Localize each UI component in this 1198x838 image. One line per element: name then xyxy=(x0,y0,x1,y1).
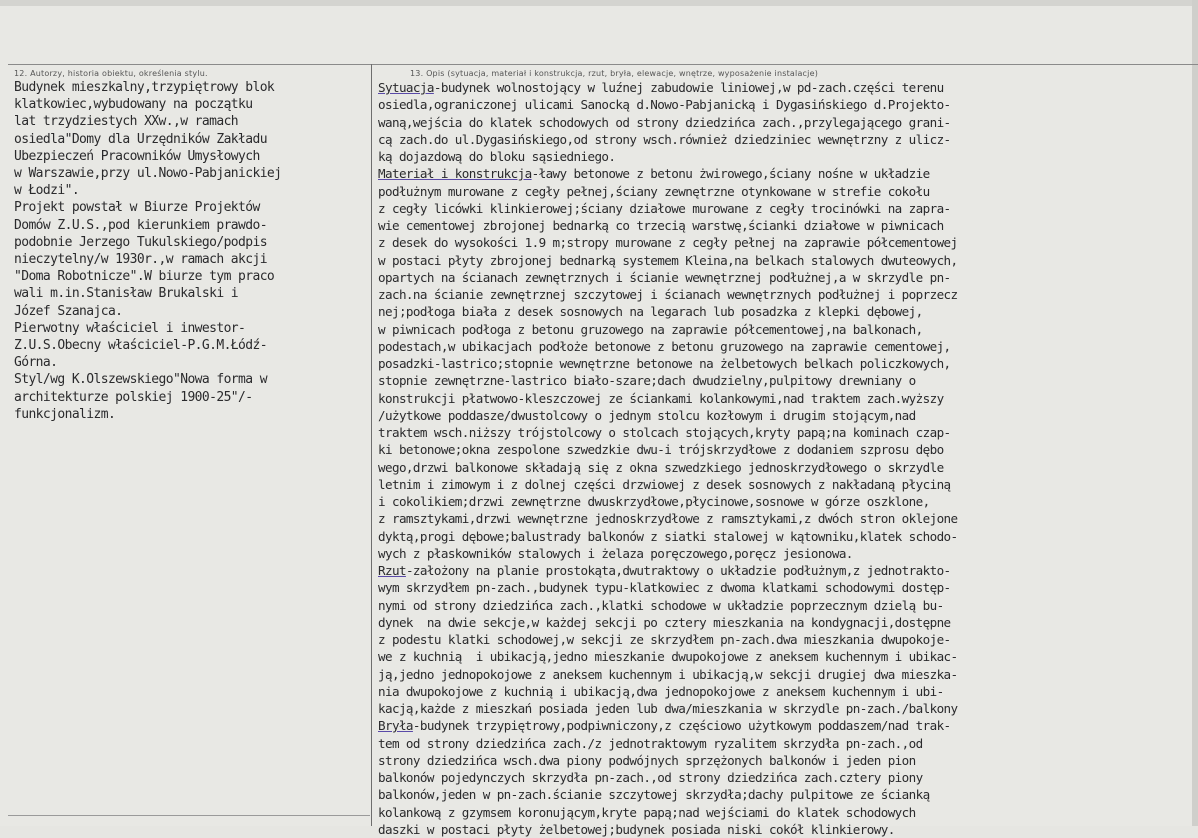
text-line-content: wie cementowej zbrojonej bednarką co trzecią warstwę,ścianki działowe w piwnicach xyxy=(378,218,944,233)
text-line: klatkowiec,wybudowany na początku xyxy=(14,97,253,113)
text-line-content: posadzki-lastrico;stopnie wewnętrzne betonowe na żelbetowych belkach policzkowych, xyxy=(378,356,951,371)
text-line-content: z cegły licówki klinkierowej;ściany działowe murowane z cegły trocinówki na zapra- xyxy=(378,200,951,216)
text-line xyxy=(378,372,958,389)
text-line xyxy=(378,476,958,493)
text-line xyxy=(378,804,958,821)
text-line-content: osiedla,ograniczonej ulicami Sanocką d.Nowo-Pabjanicką i Dygasińskiego d.Projekto- xyxy=(378,97,951,113)
text-line-content: podestach,w ubikacjach podłoże betonowe z betonu gruzowego na zaprawie cementowej, xyxy=(378,338,951,354)
text-line xyxy=(378,545,958,562)
paper-edge-right xyxy=(1192,0,1198,826)
text-line xyxy=(378,648,958,665)
text-line xyxy=(378,79,958,96)
field-label-description: 13. Opis (sytuacja, materiał i konstrukcja, rzut, bryła, elewacje, wnętrze, wyposażenie instalacje) xyxy=(410,69,819,78)
section-heading-material: Materiał i konstrukcja xyxy=(378,166,532,182)
paper-edge-top xyxy=(0,0,1198,6)
text-line-content: letnim i zimowym i z dolnej części drzwiowej z desek sosnowych z nakładaną płyciną xyxy=(378,476,951,492)
text-line-content: z desek do wysokości 1.9 m;stropy murowane z cegły pełnej na zaprawie półcementowej xyxy=(378,235,958,251)
text-line-content: ją,jedno jednopokojowe z aneksem kuchennym i ubikacją,w sekcji drugiej dwa mieszka- xyxy=(378,666,958,682)
text-line: podobnie Jerzego Tukulskiego/podpis xyxy=(14,234,267,250)
text-line-content: nymi od strony dziedzińca zach.,klatki schodowe w układzie poprzecznym dzielą bu- xyxy=(378,597,944,613)
text-line: Ubezpieczeń Pracowników Umysłowych xyxy=(14,148,260,164)
text-line: Z.U.S.Obecny właściciel-P.G.M.Łódź- xyxy=(14,338,267,354)
text-line-content: /użytkowe poddasze/dwustolcowy o jednym stolcu kozłowym i drugim stojącym,nad xyxy=(378,407,916,423)
text-line xyxy=(378,562,958,579)
text-line: Projekt powstał w Biurze Projektów xyxy=(14,200,260,216)
text-line-content: zach.na ścianie zewnętrznej szczytowej i ścianach wewnętrznych podłużnej i poprzecz xyxy=(378,287,958,302)
text-line xyxy=(378,735,958,752)
text-line-content: dynek na dwie sekcje,w każdej sekcji po cztery mieszkania na kondygnacji,dostępne xyxy=(378,614,951,630)
text-line-content: podłużnym murowane z cegły pełnej,ściany zewnętrzne otynkowane w strefie cokołu xyxy=(378,183,930,199)
text-line: wali m.in.Stanisław Brukalski i xyxy=(14,286,239,302)
text-line: Budynek mieszkalny,trzypiętrowy blok xyxy=(14,80,275,95)
text-line xyxy=(378,631,958,648)
description-text xyxy=(378,79,958,838)
text-line xyxy=(378,200,958,217)
text-line-content: balkonów pojedynczych skrzydła pn-zach.,od strony dziedzińca zach.cztery piony xyxy=(378,770,923,785)
text-line xyxy=(378,355,958,372)
text-line xyxy=(378,786,958,803)
text-line-content: ką dojazdową do bloku sąsiedniego. xyxy=(378,149,616,164)
text-line-content: cą zach.do ul.Dygasińskiego,od strony wsch.również dziedziniec wewnętrzny z ulicz- xyxy=(378,131,951,147)
text-line xyxy=(378,666,958,683)
text-line: Górna. xyxy=(14,355,58,371)
text-line xyxy=(378,217,958,234)
text-line xyxy=(378,131,958,148)
text-line xyxy=(378,321,958,338)
text-line: lat trzydziestych XXw.,w ramach xyxy=(14,114,239,130)
text-line xyxy=(378,683,958,700)
text-line xyxy=(378,252,958,269)
text-line-content: z ramsztykami,drzwi wewnętrzne jednoskrzydłowe z ramsztykami,z dwóch stron oklejone xyxy=(378,511,958,527)
text-line-content: ki betonowe;okna zespolone szwedzkie dwu-i trójskrzydłowe z dodaniem szprosu dębo xyxy=(378,442,944,458)
text-line-content: -budynek trzypiętrowy,podpiwniczony,z częściowo użytkowym poddaszem/nad trak- xyxy=(412,718,951,734)
text-line: Pierwotny właściciel i inwestor- xyxy=(14,320,246,336)
text-line xyxy=(378,114,958,131)
text-line xyxy=(378,390,958,407)
text-line-content: wego,drzwi balkonowe składają się z okna szwedzkiego jednoskrzydłowego o skrzydle xyxy=(378,459,944,475)
text-line xyxy=(378,493,958,510)
text-line xyxy=(378,821,958,838)
text-line-content: -założony na planie prostokąta,dwutraktowy o układzie podłużnym,z jednotrakto- xyxy=(405,563,951,578)
text-line-content: strony dziedzińca wsch.dwa piony podwójnych sprzężonych balkonów i jeden pion xyxy=(378,752,916,768)
section-heading-rzut: Rzut xyxy=(378,563,406,578)
text-line-content: stopnie zewnętrzne-lastrico biało-szare;dach dwudzielny,pulpitowy drewniany o xyxy=(378,373,916,389)
text-line xyxy=(378,614,958,631)
text-line: architekturze polskiej 1900-25"/- xyxy=(14,389,253,405)
text-line xyxy=(378,148,958,165)
field-label-authors-history: 12. Autorzy, historia obiektu, określenia stylu. xyxy=(14,69,208,78)
text-line-content: opartych na ścianach zewnętrznych i ścianie wewnętrznej podłużnej,a w skrzydle pn- xyxy=(378,269,951,285)
text-line: funkcjonalizm. xyxy=(14,406,116,422)
text-line-content: w piwnicach podłoga z betonu gruzowego na zaprawie półcementowej,na balkonach, xyxy=(378,321,923,337)
form-header-rule xyxy=(8,64,1198,65)
text-line: Domów Z.U.S.,pod kierunkiem prawdo- xyxy=(14,217,267,233)
section-heading-bryla: Bryła xyxy=(378,718,413,734)
text-line xyxy=(378,303,958,320)
text-line xyxy=(378,269,958,286)
text-line xyxy=(378,165,958,182)
text-line-content: i cokolikiem;drzwi zewnętrzne dwuskrzydłowe,płycinowe,sosnowe w górze oszklone, xyxy=(378,494,930,509)
text-line: Józef Szanajca. xyxy=(14,303,123,319)
text-line-content: we z kuchnią i ubikacją,jedno mieszkanie dwupokojowe z aneksem kuchennym i ubikac- xyxy=(378,649,958,665)
text-line xyxy=(378,700,958,717)
text-line-content: w postaci płyty zbrojonej bednarką systemem Kleina,na belkach stalowych dwuteowych, xyxy=(378,252,958,268)
text-line xyxy=(378,407,958,424)
text-line-content: traktem wsch.niższy trójstolcowy o stolcach stojących,kryty papą;na kominach czap- xyxy=(378,425,951,440)
text-line-content: -ławy betonowe z betonu żwirowego,ściany nośne w układzie xyxy=(531,166,930,182)
column-divider xyxy=(371,64,372,826)
text-line-content: balkonów,jeden w pn-zach.ścianie szczytowej skrzydła;dachy pulpitowe ze ścianką xyxy=(378,787,930,803)
text-line xyxy=(378,234,958,251)
form-bottom-rule xyxy=(8,815,370,816)
text-line xyxy=(378,459,958,476)
text-line-content: z podestu klatki schodowej,w sekcji ze skrzydłem pn-zach.dwa mieszkania dwupokoje- xyxy=(378,632,951,647)
text-line-content: -budynek wolnostojący w luźnej zabudowie liniowej,w pd-zach.części terenu xyxy=(433,80,944,95)
text-line xyxy=(378,528,958,545)
text-line xyxy=(378,183,958,200)
text-line-content: waną,wejścia do klatek schodowych od strony dziedzińca zach.,przylegającego grani- xyxy=(378,114,951,130)
text-line xyxy=(378,441,958,458)
text-line-content: kacją,każde z mieszkań posiada jeden lub dwa/mieszkania w skrzydle pn-zach./balkony xyxy=(378,701,958,716)
text-line xyxy=(378,717,958,734)
text-line xyxy=(378,597,958,614)
text-line-content: wych z płaskowników stalowych i żelaza poręczowego,poręcz jesionowa. xyxy=(378,545,853,561)
text-line-content: dyktą,progi dębowe;balustrady balkonów z siatki stalowej w kątowniku,klatek schodo- xyxy=(378,528,958,544)
text-line-content: daszki w postaci płyty żelbetowej;budynek posiada niski cokół klinkierowy. xyxy=(378,821,895,837)
text-line-content: kolankową z gzymsem koronującym,kryte papą;nad wejściami do klatek schodowych xyxy=(378,804,916,820)
text-line xyxy=(378,579,958,596)
text-line: "Doma Robotnicze".W biurze tym praco xyxy=(14,269,275,285)
text-line-content: tem od strony dziedzińca zach./z jednotraktowym ryzalitem skrzydła pn-zach.,od xyxy=(378,735,923,751)
text-line-content: wym skrzydłem pn-zach.,budynek typu-klatkowiec z dwoma klatkami schodowymi dostęp- xyxy=(378,580,951,596)
text-line xyxy=(378,424,958,441)
text-line: Styl/wg K.Olszewskiego"Nowa forma w xyxy=(14,372,267,388)
text-line xyxy=(378,769,958,786)
text-line xyxy=(378,510,958,527)
text-line-content: nia dwupokojowe z kuchnią i ubikacją,dwa jednopokojowe z aneksem kuchennym i ubi- xyxy=(378,683,944,699)
text-line: w Warszawie,przy ul.Nowo-Pabjanickiej xyxy=(14,166,282,182)
text-line xyxy=(378,96,958,113)
text-line-content: nej;podłoga biała z desek sosnowych na legarach lub posadzka z klepki dębowej, xyxy=(378,304,923,320)
text-line xyxy=(378,286,958,303)
text-line xyxy=(378,752,958,769)
text-line xyxy=(378,338,958,355)
text-line: nieczytelny/w 1930r.,w ramach akcji xyxy=(14,252,267,268)
text-line: osiedla"Domy dla Urzędników Zakładu xyxy=(14,131,267,147)
text-line-content: konstrukcji płatwowo-kleszczowej ze ściankami kolankowymi,nad traktem zach.wyższy xyxy=(378,390,944,406)
text-line: w Łodzi". xyxy=(14,183,80,199)
section-heading-sytuacja: Sytuacja xyxy=(378,80,434,95)
authors-history-text xyxy=(14,79,281,423)
